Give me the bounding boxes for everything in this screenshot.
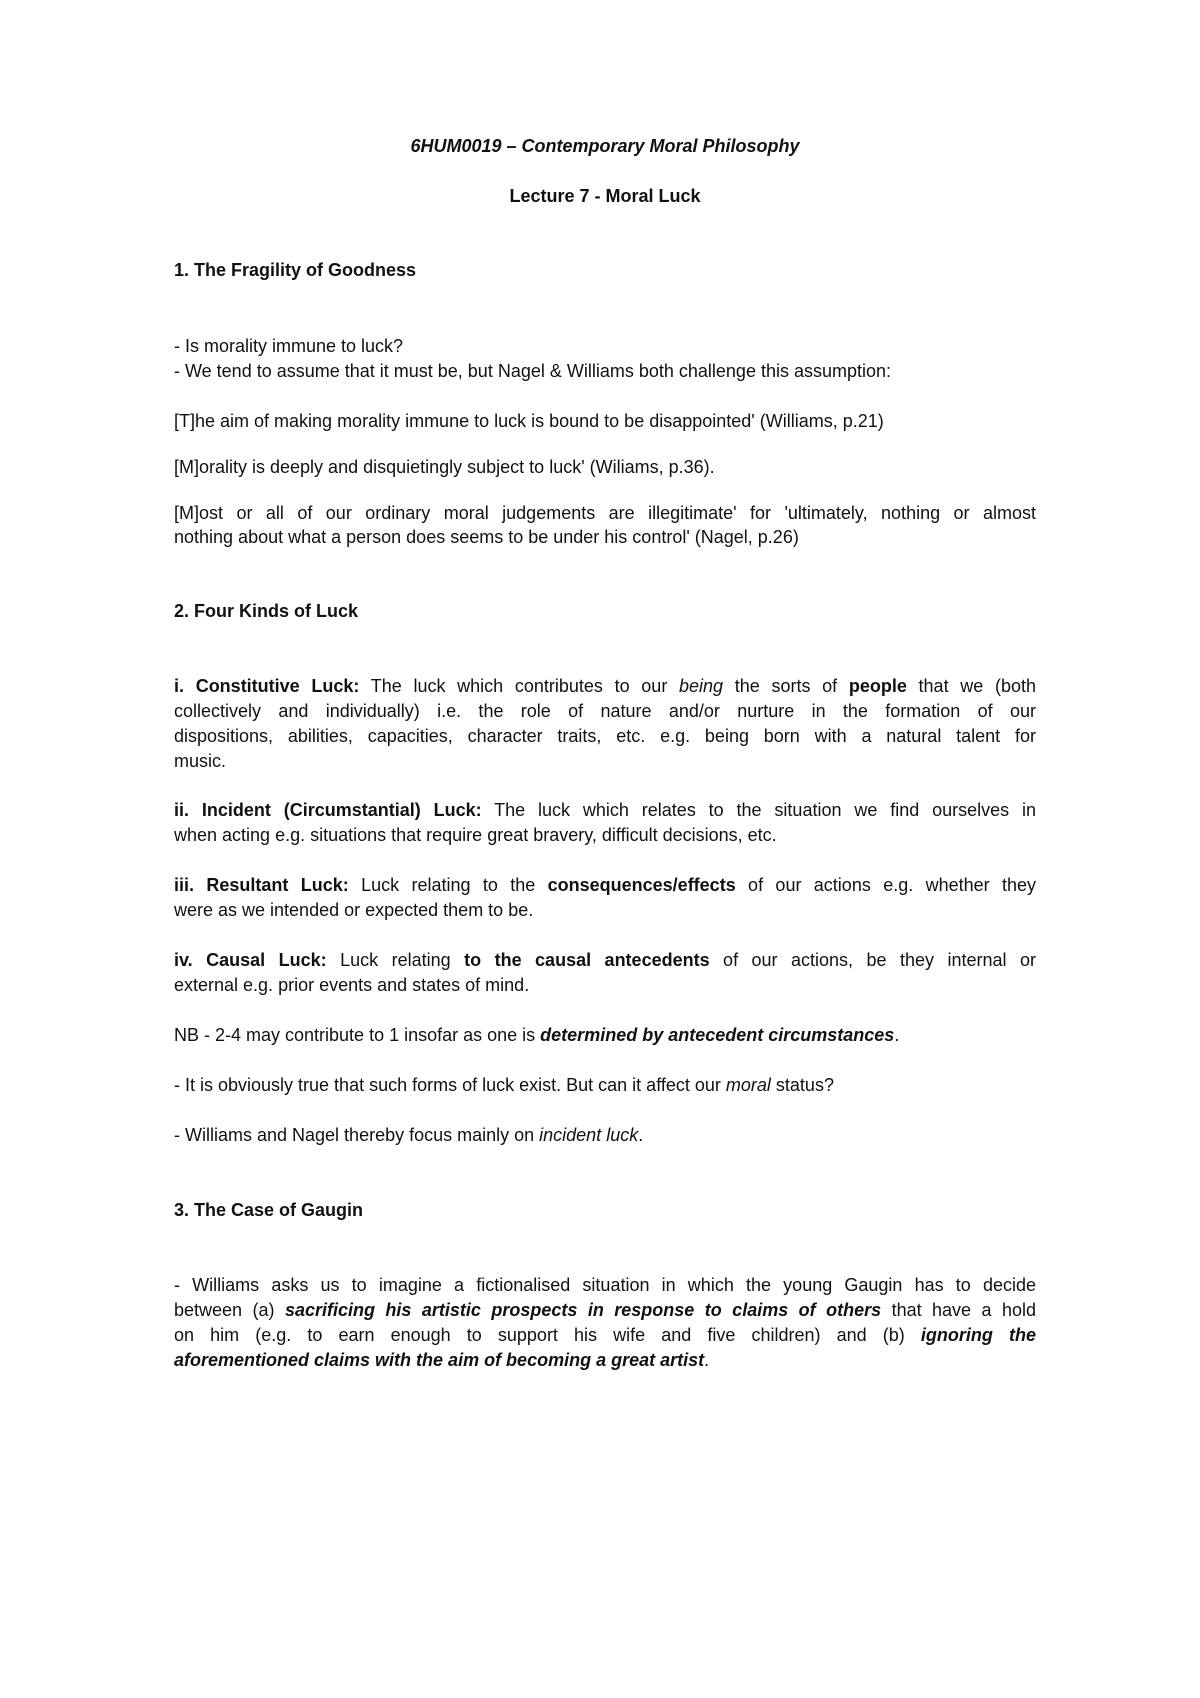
gaugin-line-1: - Williams asks us to imagine a fictionalised situation in which the young Gaugin has to decide	[174, 1275, 1036, 1295]
constitutive-line-2: collectively and individually) i.e. the role of nature and/or nurture in the formation of our	[174, 701, 1036, 721]
quote-williams-36: [M]orality is deeply and disquietingly subject to luck' (Wiliams, p.36).	[174, 457, 715, 477]
emphasis-causal-antecedents: to the causal antecedents	[464, 950, 710, 970]
constitutive-label: i. Constitutive Luck:	[174, 676, 360, 696]
section-1-bullet-2: - We tend to assume that it must be, but Nagel & Williams both challenge this assumption:	[174, 361, 892, 381]
gaugin-line-3: on him (e.g. to earn enough to support his wife and five children) and (b) ignoring the	[174, 1325, 1036, 1345]
constitutive-line-4: music.	[174, 751, 227, 771]
emphasis-people: people	[848, 676, 907, 696]
gaugin-line-4: aforementioned claims with the aim of becoming a great artist.	[174, 1350, 710, 1370]
resultant-label: iii. Resultant Luck:	[174, 875, 349, 895]
quote-williams-21: [T]he aim of making morality immune to luck is bound to be disappointed' (Williams, p.21)	[174, 411, 884, 431]
emphasis-aforementioned: aforementioned claims with the aim of becoming a great artist	[174, 1350, 705, 1370]
incident-label: ii. Incident (Circumstantial) Luck:	[174, 800, 482, 820]
constitutive-line-3: dispositions, abilities, capacities, character traits, etc. e.g. being born with a natural talent for	[174, 726, 1036, 746]
resultant-line-1: iii. Resultant Luck: Luck relating to the consequences/effects of our actions e.g. whether they	[174, 875, 1036, 895]
quote-nagel-line-2: nothing about what a person does seems to be under his control' (Nagel, p.26)	[174, 527, 799, 547]
causal-label: iv. Causal Luck:	[174, 950, 327, 970]
emphasis-determined: determined by antecedent circumstances	[540, 1025, 895, 1045]
emphasis-being: being	[679, 676, 724, 696]
emphasis-incident-luck: incident luck	[539, 1125, 639, 1145]
emphasis-sacrificing: sacrificing his artistic prospects in response to claims of others	[284, 1300, 882, 1320]
section-1-heading: 1. The Fragility of Goodness	[174, 260, 417, 280]
course-title: 6HUM0019 – Contemporary Moral Philosophy	[410, 136, 800, 156]
gaugin-line-2: between (a) sacrificing his artistic prospects in response to claims of others that have a hold	[174, 1300, 1037, 1320]
moral-status-line: - It is obviously true that such forms of luck exist. But can it affect our moral status?	[174, 1075, 834, 1095]
causal-line-2: external e.g. prior events and states of mind.	[174, 975, 530, 995]
quote-nagel-line-1: [M]ost or all of our ordinary moral judgements are illegitimate' for 'ultimately, nothing or almost	[174, 503, 1036, 523]
emphasis-moral: moral	[725, 1075, 771, 1095]
constitutive-line-1: i. Constitutive Luck: The luck which contributes to our being the sorts of people that we (both	[174, 676, 1036, 696]
emphasis-ignoring: ignoring the	[920, 1325, 1036, 1345]
emphasis-consequences: consequences/effects	[547, 875, 736, 895]
incident-focus-line: - Williams and Nagel thereby focus mainly on incident luck.	[174, 1125, 644, 1145]
section-3-heading: 3. The Case of Gaugin	[174, 1200, 364, 1220]
causal-line-1: iv. Causal Luck: Luck relating to the causal antecedents of our actions, be they internal or	[174, 950, 1037, 970]
incident-line-2: when acting e.g. situations that require great bravery, difficult decisions, etc.	[174, 825, 777, 845]
lecture-title: Lecture 7 - Moral Luck	[509, 186, 701, 206]
resultant-line-2: were as we intended or expected them to be.	[174, 900, 534, 920]
incident-line-1: ii. Incident (Circumstantial) Luck: The luck which relates to the situation we find ourselves in	[174, 800, 1036, 820]
nb-line: NB - 2-4 may contribute to 1 insofar as one is determined by antecedent circumstances.	[174, 1025, 900, 1045]
section-1-bullet-1: - Is morality immune to luck?	[174, 336, 404, 356]
section-2-heading: 2. Four Kinds of Luck	[174, 601, 359, 621]
